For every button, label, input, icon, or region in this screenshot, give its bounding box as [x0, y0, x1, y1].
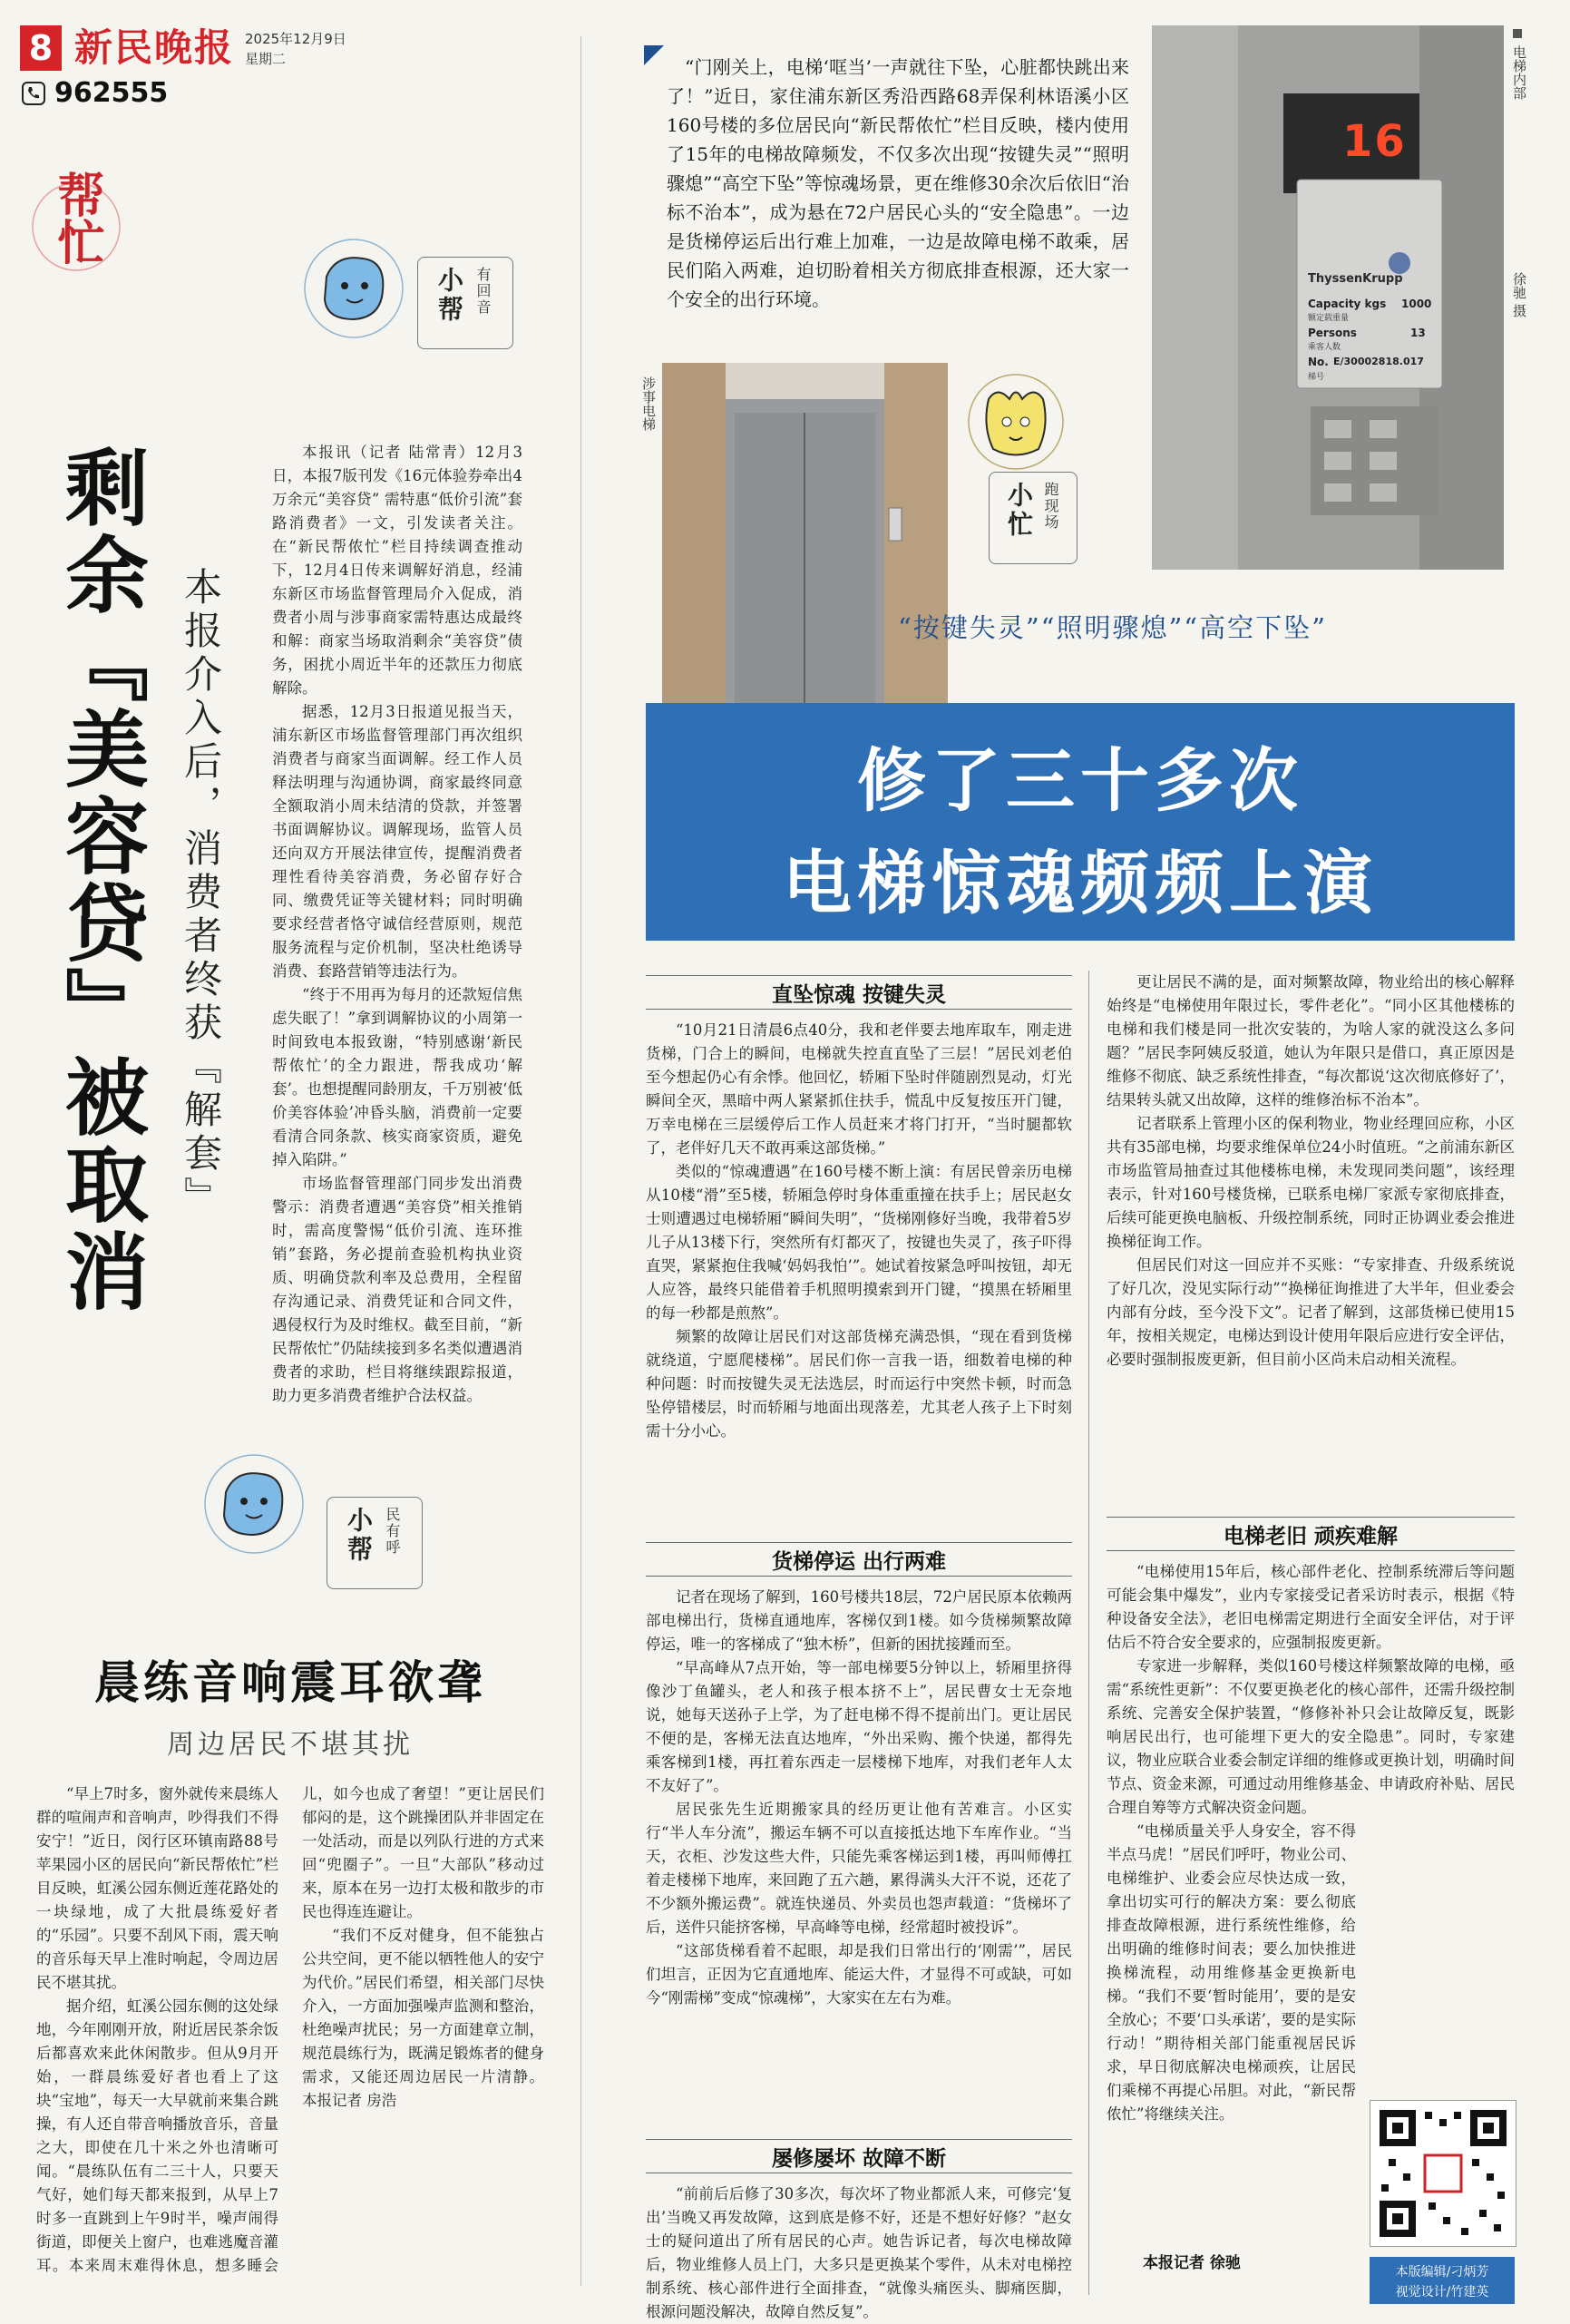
capacity-label: Capacity kgs	[1308, 298, 1387, 310]
caption-elevator-interior: 电梯内部	[1511, 45, 1527, 100]
persons-label: Persons	[1308, 327, 1357, 339]
phone-icon	[22, 82, 45, 105]
subhead-1	[646, 975, 1072, 1010]
mascot3-tag: 跑现场	[1042, 482, 1059, 531]
caption-elevator-exterior: 涉事电梯	[640, 376, 657, 431]
article-paragraph: 市场监督管理部门同步发出消费警示：消费者遭遇“美容贷”相关推销时，需高度警惕“低价引流、连环推销”套路，务必提前查验机构执业资质、明确贷款利率及总费用，全程留存沟通记录、消费凭证和合同文件，遇侵权行为及时维权。截至目前，“新民帮侬忙”仍陆续接到多名类似遭遇消费者的求助，栏目将继续跟踪报道，助力更多消费者维护合法权益。	[272, 1175, 522, 1404]
masthead: 新民晚报	[74, 25, 235, 70]
page-header	[20, 25, 600, 107]
credit-designer: 视觉设计/竹建英	[1395, 2285, 1489, 2300]
subhead-2-text: 货梯停运 出行两难	[763, 1545, 955, 1575]
kicker: “按键失灵”“照明骤熄”“高空下坠”	[898, 612, 1327, 643]
headline-block	[646, 703, 1515, 941]
mascot3-label-box	[989, 472, 1078, 564]
article-paragraph: “终于不用再为每月的还款短信焦虑失眠了！”拿到调解协议的小周第一时间致电本报致谢，“特别感谢‘新民帮侬忙’的全力跟进，帮我成功‘解套’。也想提醒同龄朋友，千万别被‘低价美容体验’冲昏头脑，消费前一定要看清合同条款、核实商家资质，避免掉入陷阱。”	[272, 986, 522, 1168]
article-paragraph: “电梯使用15年后，核心部件老化、控制系统滞后等问题可能会集中爆发”，业内专家接受记者采访时表示，根据《特种设备安全法》，老旧电梯需定期进行全面安全评估，对于评估后不符合安全要求的，应强制报废更新。	[1107, 1563, 1515, 1651]
mascot2-tag: 民有呼	[384, 1507, 401, 1556]
elevator-brand: ThyssenKrupp	[1308, 272, 1403, 286]
section-plunge	[646, 1019, 1072, 1443]
caption-marker-icon	[1513, 29, 1522, 38]
lead-corner-icon	[644, 45, 664, 65]
issue-weekday: 星期二	[245, 51, 287, 67]
article-paragraph: 据介绍，虹溪公园东侧的这处绿地，今年刚刚开放，附近居民茶余饭后都喜欢来此休闲散步。但从9月开始，一群晨练爱好者也看上了这块“宝地”，每天一大早就前来集合跳操，有人还自带音响播放音乐，音量之大，即使在几十米之外也清晰可闻。“晨练队伍有二三十人，只要天气好，她们每天都来报到，从早上7时多一直跳到上午9时半，噪声闹得街道，即便关上窗户，也难逃魔音灌耳。本来周末难得休息，想多睡会儿，如今也成了奢望！”更让居民们郁闷的是，这个跳操团队并非固定在一处活动，而是以列队行进的方式来回“兜圈子”。一旦“大部队”移动过来，原本在另一边打太极和散步的市民也得连连避让。	[36, 1785, 544, 2274]
credit-editor: 本版编辑/刁炳芳	[1395, 2265, 1489, 2280]
article-paragraph: 但居民们对这一回应并不买账：“专家排查、升级系统说了好几次，没见实际行动”“换梯征询推进了大半年，但业委会内部有分歧，至今没下文”。记者了解到，这部货梯已使用15年，按相关规定，电梯达到设计使用年限后应进行安全评估，必要时强制报废更新，但目前小区尚未启动相关流程。	[1107, 1256, 1515, 1368]
article-paragraph: 记者联系上管理小区的保利物业，物业经理回应称，小区共有35部电梯，均要求维保单位24小时值班。“之前浦东新区市场监管局抽查过其他楼栋电梯，未发现同类问题”，该经理表示，针对160号楼货梯，已联系电梯厂家派专家彻底排查，后续可能更换电脑板、升级控制系统，同时正协调业委会推进换梯征询工作。	[1107, 1115, 1515, 1250]
article-paragraph: “前前后后修了30多次，每次坏了物业都派人来，可修完‘复出’当晚又再发故障，这到底是修不好，还是不想好好修？”赵女士的疑问道出了所有居民的心声。她告诉记者，每次电梯故障后，物业维修人员上门，大多只是更换某个零件，从未对电梯控制系统、核心部件进行全面排查，“就像头痛医头、脚痛医脚，根源问题没解决，故障自然反复”。	[646, 2185, 1072, 2320]
hotline-number: 962555	[54, 77, 169, 109]
capacity-sub: 额定载重量	[1308, 314, 1350, 323]
mascot1-label-box	[417, 257, 513, 349]
qr-code-icon	[1370, 2100, 1516, 2247]
subhead-1-text: 直坠惊魂 按键失灵	[763, 978, 955, 1008]
column-badge-text: 帮忙	[49, 171, 104, 265]
article-paragraph: 类似的“惊魂遭遇”在160号楼不断上演：有居民曾亲历电梯从10楼“滑”至5楼，轿厢急停时身体重重撞在扶手上；居民赵女士则遭遇过电梯轿厢“瞬间失明”，“货梯刚修好当晚，我带着5岁儿子从13楼下行，突然所有灯都灭了，按键也失灵了，孩子吓得直哭，紧紧抱住我喊‘妈妈我怕’”。她试着按紧急呼叫按钮，却无人应答，最终只能借着手机照明摸索到开门键，“摸黑在轿厢里的每一秒都是煎熬”。	[646, 1163, 1072, 1322]
article-paragraph: “早上7时多，窗外就传来晨练人群的喧闹声和音响声，吵得我们不得安宁！”近日，闵行区环镇南路88号苹果园小区的居民向“新民帮侬忙”栏目反映，虹溪公园东侧近莲花路处的一块绿地，成了大批晨练爱好者的“乐园”。只要不刮风下雨，震天响的音乐每天早上准时响起，令周边居民不堪其扰。	[36, 1785, 278, 1991]
section-freight-stopped	[646, 1586, 1072, 2010]
headline-morning-exercise: 晨练音响震耳欲聋	[94, 1655, 486, 1709]
subhead-2	[646, 1542, 1072, 1577]
persons-value: 13	[1410, 327, 1426, 339]
subhead-4-text: 电梯老旧 顽疾难解	[1214, 1519, 1407, 1549]
photo-credit: 徐驰 摄	[1511, 272, 1527, 317]
article-paragraph: “这部货梯看着不起眼，却是我们日常出行的‘刚需’”，居民们坦言，正因为它直通地库、能运大件，才显得不可或缺，可如今“刚需梯”变成“惊魂梯”，大家实在左右为难。	[646, 1942, 1072, 2007]
headline-line1: 修了三十多次	[857, 740, 1303, 821]
byline: 本报记者 徐驰	[1143, 2254, 1241, 2272]
article-paragraph: 记者在现场了解到，160号楼共18层，72户居民原本依赖两部电梯出行，货梯直通地库，客梯仅到1楼。如今货梯频繁故障停运，唯一的客梯成了“独木桥”，但新的困扰接踵而至。	[646, 1588, 1072, 1653]
headline-beauty-loan: 剩余『美容贷』被取消	[52, 444, 149, 1315]
subhead-3-text: 屡修屡坏 故障不断	[763, 2142, 955, 2172]
elevator-no-sub: 梯号	[1308, 373, 1325, 382]
article-paragraph: “电梯质量关乎人身安全，容不得半点马虎！”居民们呼吁，物业公司、电梯维护、业委会应尽快达成一致，拿出切实可行的解决方案：要么彻底排查故障根源，进行系统性维修，给出明确的维修时间表；要么加快推进换梯流程，动用维修基金更换新电梯。“我们不要‘暂时能用’，要的是安全放心；不要‘口头承诺’，要的是实际行动！”期待相关部门能重视居民诉求，早日彻底解决电梯顽疾，让居民们乘梯不再提心吊胆。对此，“新民帮侬忙”将继续关注。	[1107, 1822, 1356, 2123]
article-beauty-loan	[272, 441, 522, 1408]
article-paragraph: “早高峰从7点开始，等一部电梯要5分钟以上，轿厢里挤得像沙丁鱼罐头，老人和孩子根本挤不上”，居民曹女士无奈地说，她每天送孙子上学，为了赶电梯不得不提前出门。更让居民不便的是，客梯无法直达地库，“外出采购、搬个快递，都得先乘客梯到1楼，再扛着东西走一层楼梯下地库，对我们老年人太不友好了”。	[646, 1659, 1072, 1794]
article-paragraph: 频繁的故障让居民们对这部货梯充满恐惧，“现在看到货梯就绕道，宁愿爬楼梯”。居民们你一言我一语，细数着电梯的种种问题：时而按键失灵无法选层，时而运行中突然卡顿，时而急坠停错楼层，时而轿厢与地面出现落差，尤其老人孩子上下时刻需十分小心。	[646, 1328, 1072, 1440]
article-paragraph: 专家进一步解释，类似160号楼这样频繁故障的电梯，亟需“系统性更新”：不仅要更换老化的核心部件，还需升级控制系统、完善安全保护装置，“修修补补只会让故障反复，既影响居民出行，也可能埋下更大的安全隐患”。同时，专家建议，物业应联合业委会制定详细的维修或更换计划，明确时间节点、资金来源，可通过动用维修基金、申请政府补贴、居民合理自筹等方式解决资金问题。	[1107, 1657, 1515, 1816]
article-morning-exercise	[36, 1782, 544, 2290]
credits-box	[1370, 2257, 1515, 2304]
page-divider	[580, 36, 581, 2286]
section-aging-elevator	[1107, 1560, 1515, 2126]
section-repeated-repairs	[646, 2182, 1072, 2320]
mascot1-name: 小帮	[434, 267, 464, 325]
lead-paragraph	[667, 53, 1129, 314]
page-number: 8	[20, 25, 62, 71]
lead-text: “门刚关上，电梯‘哐当’一声就往下坠，心脏都快跳出来了！”近日，家住浦东新区秀沿西路68弄保利林语溪小区160号楼的多位居民向“新民帮侬忙”栏目反映，楼内使用了15年的电梯故障频发，不仅多次出现“按键失灵”“照明骤熄”“高空下坠”等惊魂场景，更在维修30余次后依旧“治标不治本”，成为悬在72户居民心头的“安全隐患”。一边是货梯停运后出行难上加难，一边是故障电梯不敢乘，居民们陷入两难，迫切盼着相关方彻底排查根源，还大家一个安全的出行环境。	[667, 56, 1129, 310]
column-rule	[1088, 971, 1089, 2295]
subhead-3	[646, 2139, 1072, 2173]
issue-date: 2025年12月9日	[245, 31, 346, 47]
elevator-no-value: E/30002818.017	[1333, 356, 1424, 367]
mascot1-tag: 有回音	[474, 267, 492, 316]
deck-morning-exercise: 周边居民不堪其扰	[167, 1729, 414, 1761]
mascot3-name: 小忙	[1004, 482, 1034, 540]
mascot-xiaobang-icon	[299, 236, 408, 340]
mascot-xiaobang-icon	[195, 1451, 313, 1556]
elevator-exterior-photo	[662, 363, 948, 708]
article-paragraph: 本报讯（记者 陆常青）12月3日，本报7版刊发《16元体验券牵出4万余元“美容贷” 需特惠“低价引流”套路消费者》一文，引发读者关注。在“新民帮侬忙”栏目持续调查推动下，12月4日传来调解好消息，经浦东新区市场监督管理局介入促成，消费者小周与涉事商家需特惠达成最终和解：商家当场取消剩余“美容贷”债务，困扰小周近半年的还款压力彻底解除。	[272, 444, 522, 697]
deck-beauty-loan: 本报介入后，消费者终获『解套』	[179, 567, 223, 1220]
persons-sub: 乘客人数	[1308, 343, 1341, 352]
elevator-interior-photo	[1152, 25, 1504, 570]
section-repeated-repairs-cont	[1107, 971, 1515, 1372]
subhead-4	[1107, 1517, 1515, 1551]
article-paragraph: “我们不反对健身，但不能独占公共空间，更不能以牺牲他人的安宁为代价。”居民们希望，相关部门尽快介入，一方面加强噪声监测和整治，杜绝噪声扰民；另一方面建章立制，规范晨练行为，既满足锻炼者的健身需求，又能还周边居民一片清静。 本报记者 房浩	[302, 1927, 544, 2109]
mascot2-name: 小帮	[344, 1507, 374, 1565]
mascot2-label-box	[327, 1497, 423, 1589]
headline-line2: 电梯惊魂频频上演	[783, 843, 1378, 923]
article-paragraph: 据悉，12月3日报道见报当天，浦东新区市场监督管理部门再次组织消费者与商家当面调解。经工作人员释法明理与沟通协调，商家最终同意全额取消小周未结清的贷款，并签署书面调解协议。调解现场，监管人员还向双方开展法律宣传，提醒消费者理性看待美容消费，务必留存好合同、缴费凭证等关键材料；同时明确要求经营者恪守诚信经营原则，规范服务流程与定价机制，坚决杜绝诱导消费、套路营销等违法行为。	[272, 703, 522, 980]
floor-display: 16	[1342, 116, 1407, 167]
mascot-xiaomang-icon	[966, 372, 1066, 472]
column-badge	[22, 163, 140, 281]
elevator-no-label: No.	[1308, 356, 1329, 368]
capacity-value: 1000	[1401, 298, 1432, 310]
article-paragraph: 居民张先生近期搬家具的经历更让他有苦难言。小区实行“半人车分流”，搬运车辆不可以直接抵达地下车库作业。“当天，衣柜、沙发这些大件，只能先乘客梯运到1楼，再叫师傅扛着走楼梯下地库，来回跑了五六趟，累得满头大汗不说，还花了不少额外搬运费”。就连快递员、外卖员也怨声载道：“货梯坏了后，送件只能挤客梯，早高峰等电梯，经常超时被投诉”。	[646, 1801, 1072, 1936]
article-paragraph: 更让居民不满的是，面对频繁故障，物业给出的核心解释始终是“电梯使用年限过长，零件老化”。“同小区其他楼栋的电梯和我们楼是同一批次安装的，为啥人家的就没这么多问题？”居民李阿姨反驳道，她认为年限只是借口，真正原因是维修不彻底、缺乏系统性排查，“每次都说‘这次彻底修好了’，结果转头就又出故障，这样的维修治标不治本”。	[1107, 973, 1515, 1108]
article-paragraph: “10月21日清晨6点40分，我和老伴要去地库取车，刚走进货梯，门合上的瞬间，电梯就失控直直坠了三层！”居民刘老伯至今想起仍心有余悸。他回忆，轿厢下坠时伴随剧烈晃动，灯光瞬间全灭，黑暗中两人紧紧抓住扶手，慌乱中反复按压开门键，万幸电梯在三层缓停后工作人员赶来才将门打开，“当时腿都软了，老伴好几天不敢再乘这部货梯。”	[646, 1021, 1072, 1157]
